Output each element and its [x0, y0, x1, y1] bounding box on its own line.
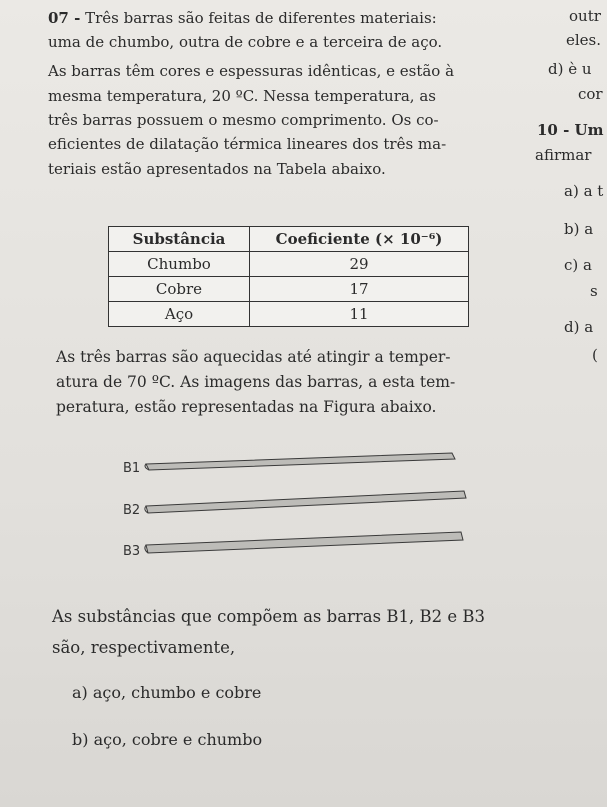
bar-label: B3	[123, 544, 141, 559]
bar-label: B2	[123, 503, 141, 518]
right-column-text: d) è u	[548, 60, 592, 78]
bar-b2	[145, 491, 466, 513]
question-line: mesma temperatura, 20 ºC. Nessa temperatura, as	[48, 87, 436, 105]
question-line: três barras possuem o mesmo comprimento. Os co-	[48, 111, 439, 129]
bar-b3	[145, 532, 463, 553]
right-column-text: s	[590, 282, 598, 300]
question-prompt: As substâncias que compõem as barras B1, B2 e B3	[52, 607, 485, 626]
table-cell: 29	[250, 252, 469, 277]
table-cell: Cobre	[109, 277, 250, 302]
table-cell: 17	[250, 277, 469, 302]
question-prompt: são, respectivamente,	[52, 638, 236, 657]
question-line: As três barras são aquecidas até atingir a temper-	[56, 348, 451, 366]
table-cell: Chumbo	[109, 252, 250, 277]
right-column-text: a) a t	[564, 182, 604, 200]
question-line: atura de 70 ºC. As imagens das barras, a esta tem-	[56, 373, 456, 391]
bar-label: B1	[123, 461, 141, 476]
table-cell: Aço	[109, 302, 250, 327]
right-column-text: b) a	[564, 220, 594, 238]
right-column-text: cor	[578, 85, 603, 103]
right-column-text: afirmar	[535, 146, 592, 164]
table-header: Coeficiente (× 10⁻⁶)	[250, 227, 469, 252]
question-line: teriais estão apresentados na Tabela abaixo.	[48, 160, 386, 178]
right-column-text: 10 - Um	[537, 121, 604, 139]
option-b: b) aço, cobre e chumbo	[72, 730, 263, 749]
question-line: eficientes de dilatação térmica lineares dos três ma-	[48, 135, 447, 153]
option-a: a) aço, chumbo e cobre	[72, 683, 262, 702]
question-line: As barras têm cores e espessuras idênticas, e estão à	[48, 62, 455, 80]
right-column-text: c) a	[564, 256, 592, 274]
question-line: uma de chumbo, outra de cobre e a terceira de aço.	[48, 33, 443, 51]
right-column-text: eles.	[566, 31, 602, 49]
question-number: 07 - Três barras são feitas de diferentes materiais:	[48, 9, 437, 27]
right-column-text: outr	[569, 7, 601, 25]
table-header: Substância	[109, 227, 250, 252]
table-cell: 11	[250, 302, 469, 327]
question-line: peratura, estão representadas na Figura abaixo.	[56, 398, 437, 416]
right-column-text: (	[592, 346, 598, 364]
bar-b1	[145, 453, 455, 470]
right-column-text: d) a	[564, 318, 594, 336]
